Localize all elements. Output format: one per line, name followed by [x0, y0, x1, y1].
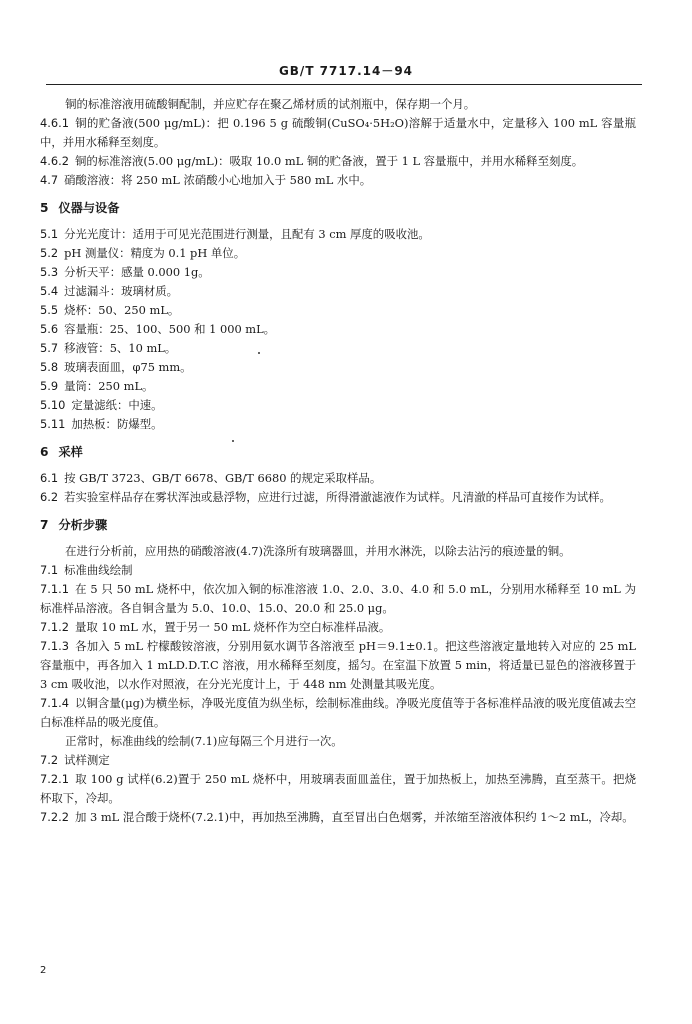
- clause-number: 5.6: [40, 322, 59, 336]
- clause-number: 7.2: [40, 753, 59, 767]
- paragraph: [40, 152, 636, 171]
- paragraph: [40, 561, 636, 580]
- clause-number: 4.6.1: [40, 116, 69, 130]
- paragraph: [40, 580, 636, 618]
- section-heading: [40, 443, 636, 462]
- clause-text: 铜的标准溶液(5.00 μg/mL)：吸取 10.0 mL 铜的贮备液，置于 1 L 容量瓶中，并用水稀释至刻度。: [74, 154, 584, 168]
- clause-number: 5.10: [40, 398, 66, 412]
- clause-number: 7.1.2: [40, 620, 69, 634]
- clause-number: 7.2.1: [40, 772, 69, 786]
- paragraph: [40, 358, 636, 377]
- clause-number: 5.9: [40, 379, 59, 393]
- clause-text: 取 100 g 试样(6.2)置于 250 mL 烧杯中，用玻璃表面皿盖住，置于加热板上，加热至沸腾，直至蒸干。把烧杯取下，冷却。: [40, 772, 636, 805]
- clause-number: 5.4: [40, 284, 59, 298]
- clause-number: 7.2.2: [40, 810, 69, 824]
- clause-text: 正常时，标准曲线的绘制(7.1)应每隔三个月进行一次。: [65, 734, 343, 748]
- clause-number: 5.2: [40, 246, 59, 260]
- clause-text: 加 3 mL 混合酸于烧杯(7.2.1)中，再加热至沸腾，直至冒出白色烟雾，并浓缩至溶液体积约 1～2 mL，冷却。: [74, 810, 634, 824]
- clause-text: 量取 10 mL 水，置于另一 50 mL 烧杯作为空白标准样品液。: [74, 620, 391, 634]
- paragraph: [40, 637, 636, 694]
- clause-text: pH 测量仪：精度为 0.1 pH 单位。: [64, 246, 246, 260]
- page-number: 2: [40, 965, 47, 976]
- paragraph: [40, 732, 636, 751]
- paragraph: [40, 114, 636, 152]
- clause-text: 铜的标准溶液用硫酸铜配制，并应贮存在聚乙烯材质的试剂瓶中，保存期一个月。: [65, 97, 476, 111]
- paragraph: [40, 694, 636, 732]
- standard-header: GB/T 7717.14－94: [278, 64, 414, 78]
- paragraph: [40, 320, 636, 339]
- paragraph: [40, 171, 636, 190]
- paragraph: [40, 396, 636, 415]
- paragraph: [40, 377, 636, 396]
- clause-number: 4.7: [40, 173, 59, 187]
- clause-text: 标准曲线绘制: [64, 563, 133, 577]
- clause-number: 5.7: [40, 341, 59, 355]
- clause-text: 试样测定: [64, 753, 110, 767]
- clause-text: 玻璃表面皿，φ75 mm。: [64, 360, 192, 374]
- section-heading: [40, 516, 636, 535]
- paragraph: [40, 469, 636, 488]
- clause-number: 5.5: [40, 303, 59, 317]
- clause-number: 7: [40, 518, 49, 532]
- clause-text: 在进行分析前，应用热的硝酸溶液(4.7)洗涤所有玻璃器皿，并用水淋洗，以除去沾污的痕迹量的铜。: [65, 544, 571, 558]
- clause-text: 量筒：250 mL。: [64, 379, 154, 393]
- paragraph: [40, 339, 636, 358]
- paragraph: [40, 770, 636, 808]
- clause-text: 分光光度计：适用于可见光范围进行测量，且配有 3 cm 厚度的吸收池。: [64, 227, 430, 241]
- clause-number: 6.1: [40, 471, 59, 485]
- paragraph: [40, 301, 636, 320]
- clause-text: 若实验室样品存在雾状浑浊或悬浮物，应进行过滤，所得滑澈滤液作为试样。凡清澈的样品可直接作为试样。: [64, 490, 611, 504]
- clause-number: 7.1.1: [40, 582, 69, 596]
- clause-text: 硝酸溶液：将 250 mL 浓硝酸小心地加入于 580 mL 水中。: [64, 173, 372, 187]
- clause-text: 以铜含量(μg)为横坐标，净吸光度值为纵坐标，绘制标准曲线。净吸光度值等于各标准样品液的吸光度值减去空白标准样品的吸光度值。: [40, 696, 636, 729]
- clause-text: 各加入 5 mL 柠檬酸铵溶液，分别用氨水调节各溶液至 pH＝9.1±0.1。把这些溶液定量地转入对应的 25 mL 容量瓶中，再各加入 1 mLD.D.T.C 溶液，用水稀释至刻度，摇匀。在室温下放置 5 min，将适量已显色的溶液移置于 3 cm 吸收池，以水作对照液，在分光光度计上，于 448 nm 处测量其吸光度。: [40, 639, 636, 691]
- section-title: 采样: [58, 445, 83, 459]
- paragraph: [40, 95, 636, 114]
- clause-text: 在 5 只 50 mL 烧杯中，依次加入铜的标准溶液 1.0、2.0、3.0、4.0 和 5.0 mL，分别用水稀释至 10 mL 为标准样品溶液。各自铜含量为 5.0、10.0、15.0、20.0 和 25.0 μg。: [40, 582, 636, 615]
- paragraph: [40, 488, 636, 507]
- clause-text: 按 GB/T 3723、GB/T 6678、GB/T 6680 的规定采取样品。: [64, 471, 382, 485]
- clause-number: 5.3: [40, 265, 59, 279]
- paragraph: [40, 808, 636, 827]
- clause-number: 5.11: [40, 417, 66, 431]
- clause-number: 5: [40, 201, 49, 215]
- clause-text: 铜的贮备液(500 μg/mL)：把 0.196 5 g 硫酸铜(CuSO₄·5H₂O)溶解于适量水中，定量移入 100 mL 容量瓶中，并用水稀释至刻度。: [40, 116, 636, 149]
- clause-text: 烧杯：50、250 mL。: [64, 303, 180, 317]
- clause-number: 5.8: [40, 360, 59, 374]
- paragraph: [40, 263, 636, 282]
- paragraph: [40, 244, 636, 263]
- clause-number: 7.1.3: [40, 639, 69, 653]
- clause-text: 加热板：防爆型。: [71, 417, 163, 431]
- scan-speck: [232, 440, 234, 442]
- clause-text: 分析天平：感量 0.000 1g。: [64, 265, 210, 279]
- section-title: 分析步骤: [58, 518, 108, 532]
- clause-number: 6.2: [40, 490, 59, 504]
- document-body: [40, 95, 636, 827]
- clause-text: 定量滤纸：中速。: [71, 398, 163, 412]
- scan-speck: [258, 352, 260, 354]
- paragraph: [40, 225, 636, 244]
- paragraph: [40, 542, 636, 561]
- clause-text: 移液管：5、10 mL。: [64, 341, 177, 355]
- clause-number: 6: [40, 445, 49, 459]
- header-rule: [46, 84, 642, 85]
- paragraph: [40, 751, 636, 770]
- paragraph: [40, 618, 636, 637]
- clause-number: 5.1: [40, 227, 59, 241]
- clause-text: 容量瓶：25、100、500 和 1 000 mL。: [64, 322, 276, 336]
- paragraph: [40, 415, 636, 434]
- clause-number: 7.1.4: [40, 696, 69, 710]
- section-heading: [40, 199, 636, 218]
- clause-text: 过滤漏斗：玻璃材质。: [64, 284, 179, 298]
- clause-number: 4.6.2: [40, 154, 69, 168]
- section-title: 仪器与设备: [58, 201, 120, 215]
- paragraph: [40, 282, 636, 301]
- clause-number: 7.1: [40, 563, 59, 577]
